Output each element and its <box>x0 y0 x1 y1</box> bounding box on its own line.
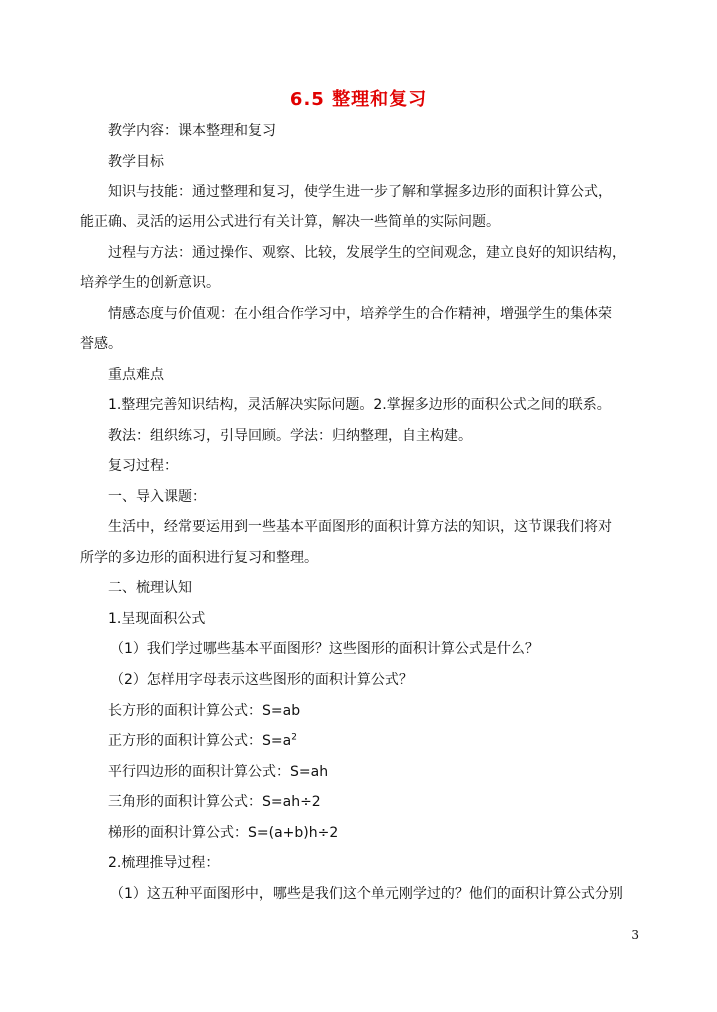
text-line: （2）怎样用字母表示这些图形的面积计算公式？ <box>110 672 413 688</box>
text-line: 1.呈现面积公式 <box>108 611 206 627</box>
text-line: 情感态度与价值观：在小组合作学习中，培养学生的合作精神，增强学生的集体荣 <box>108 306 612 322</box>
text-line: 培养学生的创新意识。 <box>80 275 220 291</box>
text-line: 一、导入课题： <box>108 489 206 505</box>
text-line <box>108 732 297 750</box>
text-line: 教法：组织练习，引导回顾。学法：归纳整理，自主构建。 <box>108 428 472 444</box>
page-number: 3 <box>631 928 639 942</box>
text-line: （1）这五种平面图形中，哪些是我们这个单元刚学过的？他们的面积计算公式分别 <box>110 886 623 902</box>
text-line: 二、梳理认知 <box>108 580 192 596</box>
text-line: （1）我们学过哪些基本平面图形？这些图形的面积计算公式是什么？ <box>110 641 539 657</box>
text-line: 过程与方法：通过操作、观察、比较，发展学生的空间观念，建立良好的知识结构， <box>108 245 626 261</box>
text-line: 生活中，经常要运用到一些基本平面图形的面积计算方法的知识，这节课我们将对 <box>108 519 612 535</box>
text-line: 重点难点 <box>108 367 164 383</box>
text-line: 梯形的面积计算公式：S=(a+b)h÷2 <box>108 825 339 841</box>
page-title: 6.5 整理和复习 <box>289 89 428 110</box>
text-line: 长方形的面积计算公式：S=ab <box>108 703 301 719</box>
text-line: 教学目标 <box>108 154 164 170</box>
text-line: 1.整理完善知识结构，灵活解决实际问题。2.掌握多边形的面积公式之间的联系。 <box>108 397 611 413</box>
text-line: 三角形的面积计算公式：S=ah÷2 <box>108 794 321 810</box>
text-line: 知识与技能：通过整理和复习，使学生进一步了解和掌握多边形的面积计算公式， <box>108 184 612 200</box>
text-line: 誉感。 <box>80 336 122 352</box>
text-line: 平行四边形的面积计算公式：S=ah <box>108 764 329 780</box>
formula-text: 正方形的面积计算公式：S=a <box>108 733 292 749</box>
text-line: 所学的多边形的面积进行复习和整理。 <box>80 550 318 566</box>
text-line: 能正确、灵活的运用公式进行有关计算，解决一些简单的实际问题。 <box>80 214 500 230</box>
text-line: 2.梳理推导过程： <box>108 855 220 871</box>
text-line: 复习过程： <box>108 458 178 474</box>
exponent: 2 <box>291 732 297 743</box>
text-line: 教学内容：课本整理和复习 <box>108 123 276 139</box>
